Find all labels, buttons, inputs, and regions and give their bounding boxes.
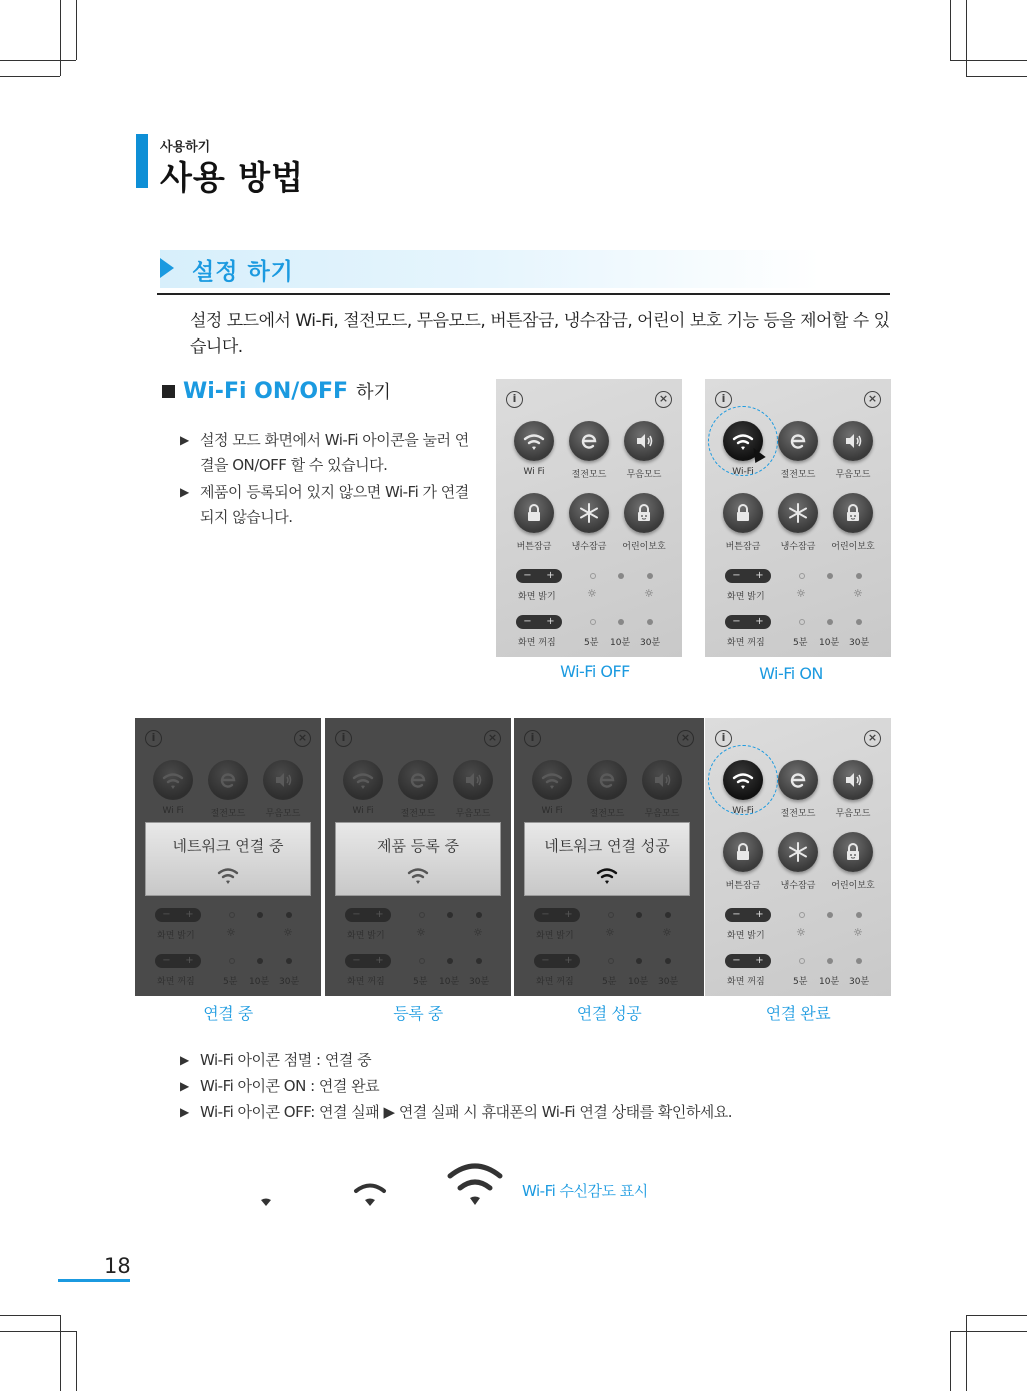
minus-icon[interactable]: − (162, 955, 171, 966)
minus-icon[interactable]: − (523, 616, 532, 627)
brightness-level-dot[interactable] (590, 573, 596, 579)
eco-mode-icon (577, 429, 601, 453)
plus-icon[interactable]: + (546, 570, 555, 581)
sun-dim-icon: ☼ (796, 926, 806, 939)
section-arrow-icon (160, 258, 174, 278)
eco-mode-icon (216, 768, 240, 792)
timer-30min-label: 30분 (469, 977, 490, 987)
cold-lock-button[interactable] (778, 832, 818, 872)
timer-dot[interactable] (856, 958, 862, 964)
crop-mark (950, 1331, 1027, 1332)
timer-5min-label: 5분 (223, 977, 238, 987)
minus-icon[interactable]: − (541, 955, 550, 966)
brightness-label: 화면 밝기 (157, 931, 195, 941)
list-item: ▶ 제품이 등록되어 있지 않으면 Wi-Fi 가 연결되지 않습니다. (180, 480, 480, 530)
timer-dot[interactable] (419, 958, 425, 964)
section-title: 설정 하기 (192, 259, 294, 285)
square-bullet-icon (162, 385, 175, 398)
close-icon[interactable]: × (294, 730, 311, 747)
brightness-level-dot[interactable] (827, 912, 833, 918)
child-lock-icon (841, 840, 865, 864)
info-icon[interactable]: i (506, 391, 523, 408)
crop-mark (950, 1331, 951, 1391)
brightness-slider[interactable] (725, 908, 771, 922)
minus-icon[interactable]: − (523, 570, 532, 581)
wifi-icon (161, 768, 185, 792)
timer-dot[interactable] (229, 958, 235, 964)
list-item: ▶ Wi-Fi 아이콘 ON : 연결 완료 (180, 1073, 732, 1099)
minus-icon[interactable]: − (732, 616, 741, 627)
brightness-label: 화면 밝기 (727, 931, 765, 941)
sun-bright-icon: ☼ (853, 926, 863, 939)
crop-mark (966, 1315, 1027, 1316)
sun-bright-icon: ☼ (283, 926, 293, 939)
timer-dot[interactable] (665, 958, 671, 964)
screen-off-slider[interactable] (534, 954, 580, 968)
brightness-slider[interactable] (725, 569, 771, 583)
cold-lock-button[interactable] (778, 493, 818, 533)
minus-icon[interactable]: − (352, 909, 361, 920)
minus-icon[interactable]: − (352, 955, 361, 966)
plus-icon[interactable]: + (564, 909, 573, 920)
triangle-bullet-icon: ▶ (180, 485, 189, 499)
brightness-level-dot[interactable] (229, 912, 235, 918)
title-accent-bar (136, 134, 148, 188)
mute-mode-icon (461, 768, 485, 792)
timer-dot[interactable] (286, 958, 292, 964)
status-popup (524, 822, 690, 896)
child-lock-button-label: 어린이보호 (831, 881, 875, 891)
crop-mark (76, 0, 77, 60)
button-lock-button-label: 버튼잠금 (725, 881, 761, 891)
close-icon[interactable]: × (484, 730, 501, 747)
status-notes (180, 1047, 732, 1125)
panel-connecting (135, 718, 321, 996)
cold-lock-icon (786, 840, 810, 864)
screen-off-label: 화면 꺼짐 (347, 977, 385, 987)
caption-connect-done: 연결 완료 (765, 1004, 831, 1023)
mute-mode-icon (650, 768, 674, 792)
timer-dot[interactable] (590, 619, 596, 625)
child-lock-button[interactable] (833, 493, 873, 533)
wifi-highlight-ring (708, 406, 778, 476)
timer-dot[interactable] (618, 619, 624, 625)
timer-dot[interactable] (636, 958, 642, 964)
info-icon[interactable]: i (145, 730, 162, 747)
timer-10min-label: 10분 (610, 638, 631, 648)
mute-mode-button[interactable] (624, 421, 664, 461)
status-message: 제품 등록 중 (377, 837, 459, 855)
cold-lock-button[interactable] (569, 493, 609, 533)
close-icon[interactable]: × (864, 730, 881, 747)
wifi-button[interactable] (532, 760, 572, 800)
sun-dim-icon: ☼ (796, 587, 806, 600)
triangle-bullet-icon: ▶ (180, 1053, 189, 1067)
mute-mode-button-label: 무음모드 (455, 809, 491, 819)
plus-icon[interactable]: + (546, 616, 555, 627)
plus-icon[interactable]: + (564, 955, 573, 966)
minus-icon[interactable]: − (732, 909, 741, 920)
subsection-title-suffix: 하기 (356, 382, 391, 403)
subsection-bullets (180, 428, 480, 532)
wifi-icon (540, 768, 564, 792)
subsection-title: Wi-Fi ON/OFF (183, 379, 349, 404)
caption-registering: 등록 중 (393, 1004, 443, 1023)
brightness-level-dot[interactable] (608, 912, 614, 918)
status-message: 네트워크 연결 중 (172, 837, 284, 855)
mute-mode-button[interactable] (453, 760, 493, 800)
eco-mode-button[interactable] (569, 421, 609, 461)
brightness-level-dot[interactable] (665, 912, 671, 918)
brightness-level-dot[interactable] (476, 912, 482, 918)
plus-icon[interactable]: + (185, 955, 194, 966)
brightness-label: 화면 밝기 (536, 931, 574, 941)
info-icon[interactable]: i (715, 730, 732, 747)
timer-30min-label: 30분 (849, 638, 870, 648)
timer-dot[interactable] (447, 958, 453, 964)
timer-5min-label: 5분 (793, 977, 808, 987)
triangle-bullet-icon: ▶ (180, 433, 189, 447)
cold-lock-icon (577, 501, 601, 525)
child-lock-button[interactable] (833, 832, 873, 872)
panel-connect-success (514, 718, 704, 996)
mute-mode-button-label: 무음모드 (835, 470, 871, 480)
plus-icon[interactable]: + (755, 616, 764, 627)
timer-30min-label: 30분 (279, 977, 300, 987)
wifi-button[interactable] (343, 760, 383, 800)
triangle-bullet-icon: ▶ (180, 1079, 189, 1093)
crop-mark (966, 0, 967, 76)
timer-10min-label: 10분 (249, 977, 270, 987)
crop-mark (0, 1331, 76, 1332)
mute-mode-icon (841, 429, 865, 453)
brightness-level-dot[interactable] (799, 573, 805, 579)
wifi-button-label: Wi Fi (162, 806, 184, 816)
screen-off-label: 화면 꺼짐 (518, 638, 556, 648)
timer-dot[interactable] (827, 619, 833, 625)
crop-mark (76, 1331, 77, 1391)
wifi-icon (522, 429, 546, 453)
crop-mark (966, 1315, 967, 1391)
info-icon[interactable]: i (524, 730, 541, 747)
wifi-button[interactable] (514, 421, 554, 461)
crop-mark (950, 60, 1027, 61)
mute-mode-icon (632, 429, 656, 453)
mute-mode-button-label: 무음모드 (265, 809, 301, 819)
crop-mark (60, 0, 61, 76)
cold-lock-button-label: 냉수잠금 (571, 542, 607, 552)
sun-bright-icon: ☼ (473, 926, 483, 939)
caption-wifi-on: Wi-Fi ON (759, 664, 823, 683)
timer-dot[interactable] (799, 619, 805, 625)
mute-mode-button[interactable] (833, 421, 873, 461)
button-lock-button-label: 버튼잠금 (516, 542, 552, 552)
wifi-status-icon (595, 863, 619, 887)
sun-dim-icon: ☼ (226, 926, 236, 939)
page-title: 사용 방법 (160, 158, 305, 197)
screen-off-slider[interactable] (725, 954, 771, 968)
brightness-level-dot[interactable] (856, 912, 862, 918)
close-icon[interactable]: × (864, 391, 881, 408)
eco-mode-button[interactable] (398, 760, 438, 800)
plus-icon[interactable]: + (375, 955, 384, 966)
status-popup (145, 822, 311, 896)
crop-mark (60, 1315, 61, 1391)
screen-off-slider[interactable] (725, 615, 771, 629)
brightness-level-dot[interactable] (827, 573, 833, 579)
button-lock-icon (522, 501, 546, 525)
wifi-button-label: Wi Fi (523, 467, 545, 477)
wifi-button-label: Wi Fi (541, 806, 563, 816)
crop-mark (966, 76, 1027, 77)
signal-strength-label: Wi-Fi 수신감도 표시 (522, 1182, 648, 1200)
brightness-level-dot[interactable] (799, 912, 805, 918)
timer-dot[interactable] (608, 958, 614, 964)
brightness-level-dot[interactable] (647, 573, 653, 579)
caption-connect-success: 연결 성공 (576, 1004, 642, 1023)
panel-connect-done (705, 718, 891, 996)
minus-icon[interactable]: − (541, 909, 550, 920)
mute-mode-button[interactable] (263, 760, 303, 800)
button-lock-button[interactable] (723, 493, 763, 533)
child-lock-icon (632, 501, 656, 525)
screen-off-label: 화면 꺼짐 (157, 977, 195, 987)
sun-dim-icon: ☼ (416, 926, 426, 939)
plus-icon[interactable]: + (755, 909, 764, 920)
child-lock-button-label: 어린이보호 (831, 542, 875, 552)
mute-mode-button-label: 무음모드 (626, 470, 662, 480)
timer-10min-label: 10분 (628, 977, 649, 987)
brightness-level-dot[interactable] (618, 573, 624, 579)
eco-mode-button-label: 절전모드 (589, 809, 625, 819)
caption-connecting: 연결 중 (203, 1004, 253, 1023)
breadcrumb: 사용하기 (160, 140, 211, 155)
crop-mark (0, 60, 76, 61)
wifi-button[interactable] (153, 760, 193, 800)
wifi-signal-strong-icon (446, 1162, 504, 1210)
wifi-signal-medium-icon (352, 1180, 388, 1210)
minus-icon[interactable]: − (732, 570, 741, 581)
eco-mode-button[interactable] (587, 760, 627, 800)
cold-lock-button-label: 냉수잠금 (780, 881, 816, 891)
child-lock-icon (841, 501, 865, 525)
eco-mode-icon (786, 768, 810, 792)
screen-off-slider[interactable] (155, 954, 201, 968)
mute-mode-button-label: 무음모드 (644, 809, 680, 819)
sun-bright-icon: ☼ (644, 587, 654, 600)
mute-mode-icon (271, 768, 295, 792)
screen-off-label: 화면 꺼짐 (727, 977, 765, 987)
brightness-level-dot[interactable] (419, 912, 425, 918)
mute-mode-icon (841, 768, 865, 792)
cold-lock-button-label: 냉수잠금 (780, 542, 816, 552)
panel-wifi-off (496, 379, 682, 657)
button-lock-button-label: 버튼잠금 (725, 542, 761, 552)
timer-10min-label: 10분 (819, 638, 840, 648)
wifi-icon (351, 768, 375, 792)
page-number-underline (58, 1279, 130, 1282)
timer-5min-label: 5분 (584, 638, 599, 648)
button-lock-icon (731, 501, 755, 525)
timer-dot[interactable] (257, 958, 263, 964)
child-lock-button[interactable] (624, 493, 664, 533)
brightness-slider[interactable] (345, 908, 391, 922)
list-item: ▶ Wi-Fi 아이콘 점멸 : 연결 중 (180, 1047, 732, 1073)
wifi-button-label: Wi-Fi (732, 467, 754, 477)
caption-wifi-off: Wi-Fi OFF (560, 662, 630, 681)
eco-mode-button-label: 절전모드 (571, 470, 607, 480)
timer-dot[interactable] (647, 619, 653, 625)
eco-mode-icon (406, 768, 430, 792)
brightness-level-dot[interactable] (856, 573, 862, 579)
wifi-status-icon (216, 863, 240, 887)
timer-5min-label: 5분 (793, 638, 808, 648)
button-lock-icon (731, 840, 755, 864)
brightness-slider[interactable] (155, 908, 201, 922)
mute-mode-button[interactable] (642, 760, 682, 800)
eco-mode-button-label: 절전모드 (400, 809, 436, 819)
brightness-level-dot[interactable] (447, 912, 453, 918)
timer-5min-label: 5분 (602, 977, 617, 987)
timer-30min-label: 30분 (849, 977, 870, 987)
info-icon[interactable]: i (335, 730, 352, 747)
wifi-button-label: Wi Fi (352, 806, 374, 816)
crop-mark (0, 1315, 60, 1316)
wifi-highlight-ring (708, 745, 778, 815)
close-icon[interactable]: × (677, 730, 694, 747)
panel-wifi-on (705, 379, 891, 657)
timer-10min-label: 10분 (439, 977, 460, 987)
button-lock-button[interactable] (514, 493, 554, 533)
timer-5min-label: 5분 (413, 977, 428, 987)
eco-mode-button[interactable] (778, 421, 818, 461)
timer-dot[interactable] (799, 958, 805, 964)
brightness-label: 화면 밝기 (518, 592, 556, 602)
screen-off-label: 화면 꺼짐 (536, 977, 574, 987)
close-icon[interactable]: × (655, 391, 672, 408)
screen-off-slider[interactable] (345, 954, 391, 968)
triangle-bullet-icon: ▶ (180, 1105, 189, 1119)
status-message: 네트워크 연결 성공 (544, 837, 670, 855)
list-item: ▶ 설정 모드 화면에서 Wi-Fi 아이콘을 눌러 연결을 ON/OFF 할 수 있습니다. (180, 428, 480, 478)
sun-bright-icon: ☼ (853, 587, 863, 600)
screen-off-slider[interactable] (516, 615, 562, 629)
minus-icon[interactable]: − (732, 955, 741, 966)
eco-mode-button[interactable] (208, 760, 248, 800)
timer-30min-label: 30분 (640, 638, 661, 648)
wifi-status-icon (406, 863, 430, 887)
brightness-label: 화면 밝기 (727, 592, 765, 602)
eco-mode-icon (786, 429, 810, 453)
eco-mode-button[interactable] (778, 760, 818, 800)
section-divider (157, 293, 890, 295)
plus-icon[interactable]: + (755, 570, 764, 581)
plus-icon[interactable]: + (755, 955, 764, 966)
eco-mode-icon (595, 768, 619, 792)
info-icon[interactable]: i (715, 391, 732, 408)
sun-bright-icon: ☼ (662, 926, 672, 939)
subsection-heading (162, 378, 391, 404)
timer-dot[interactable] (856, 619, 862, 625)
button-lock-button[interactable] (723, 832, 763, 872)
cold-lock-icon (786, 501, 810, 525)
sun-dim-icon: ☼ (587, 587, 597, 600)
screen-off-label: 화면 꺼짐 (727, 638, 765, 648)
section-intro: 설정 모드에서 Wi-Fi, 절전모드, 무음모드, 버튼잠금, 냉수잠금, 어린이 보호 기능 등을 제어할 수 있습니다. (190, 311, 890, 357)
wifi-signal-weak-icon (258, 1196, 274, 1210)
list-item: ▶ Wi-Fi 아이콘 OFF: 연결 실패 ▶ 연결 실패 시 휴대폰의 Wi-Fi 연결 상태를 확인하세요. (180, 1099, 732, 1125)
brightness-label: 화면 밝기 (347, 931, 385, 941)
crop-mark (0, 76, 60, 77)
mute-mode-button[interactable] (833, 760, 873, 800)
timer-30min-label: 30분 (658, 977, 679, 987)
minus-icon[interactable]: − (162, 909, 171, 920)
brightness-level-dot[interactable] (636, 912, 642, 918)
eco-mode-button-label: 절전모드 (780, 470, 816, 480)
brightness-level-dot[interactable] (286, 912, 292, 918)
timer-dot[interactable] (827, 958, 833, 964)
timer-10min-label: 10분 (819, 977, 840, 987)
mute-mode-button-label: 무음모드 (835, 809, 871, 819)
wifi-button-label: Wi-Fi (732, 806, 754, 816)
status-popup (335, 822, 501, 896)
brightness-level-dot[interactable] (257, 912, 263, 918)
plus-icon[interactable]: + (375, 909, 384, 920)
crop-mark (950, 0, 951, 60)
eco-mode-button-label: 절전모드 (780, 809, 816, 819)
brightness-slider[interactable] (534, 908, 580, 922)
panel-registering (325, 718, 511, 996)
timer-dot[interactable] (476, 958, 482, 964)
sun-dim-icon: ☼ (605, 926, 615, 939)
eco-mode-button-label: 절전모드 (210, 809, 246, 819)
plus-icon[interactable]: + (185, 909, 194, 920)
page-number: 18 (104, 1254, 131, 1278)
child-lock-button-label: 어린이보호 (622, 542, 666, 552)
brightness-slider[interactable] (516, 569, 562, 583)
